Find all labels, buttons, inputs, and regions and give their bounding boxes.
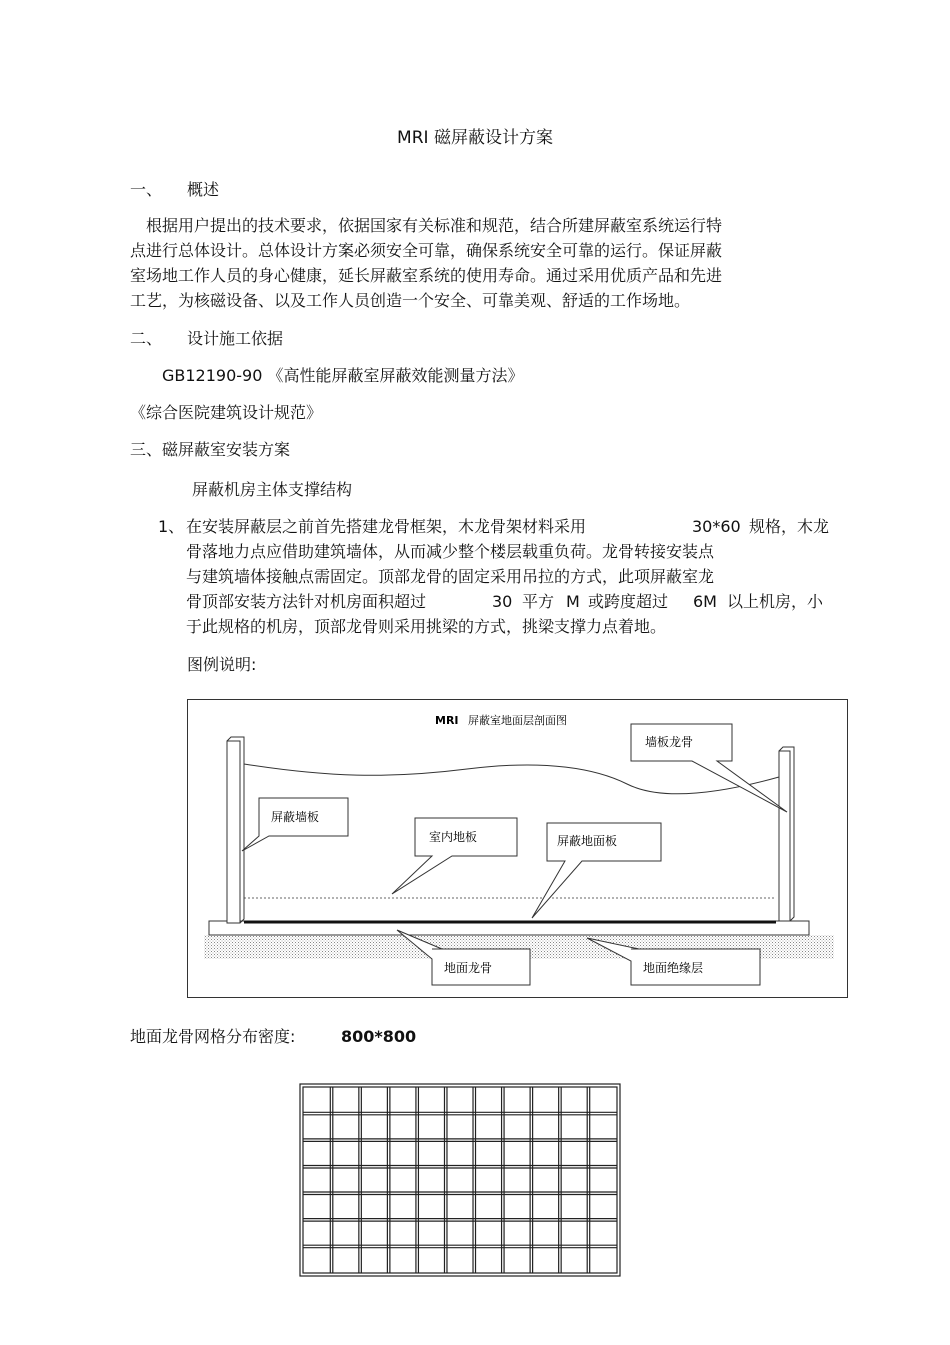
page-title: MRI 磁屏蔽设计方案	[397, 128, 553, 148]
section-2-number: 二、	[130, 329, 163, 348]
svg-text:屏蔽墙板: 屏蔽墙板	[271, 810, 320, 824]
paragraph-line: 工艺，为核磁设备、以及工作人员创造一个安全、可靠美观、舒适的工作场地。	[130, 291, 691, 310]
diagram-title: MRI 屏蔽室地面层剖面图	[435, 714, 568, 727]
item-line: 骨顶部安装方法针对机房面积超过	[186, 592, 427, 611]
svg-text:地面龙骨: 地面龙骨	[444, 961, 493, 975]
standard-reference-1: GB12190-90 《高性能屏蔽室屏蔽效能测量方法》	[162, 366, 524, 385]
svg-text:墙板龙骨: 墙板龙骨	[645, 735, 694, 749]
grid-density-value: 800*800	[341, 1027, 417, 1046]
cross-section-diagram	[187, 699, 848, 998]
grid-density-label: 地面龙骨网格分布密度:	[130, 1027, 296, 1046]
item-line: 于此规格的机房，顶部龙骨则采用挑梁的方式，挑梁支撑力点着地。	[186, 617, 667, 636]
area-or: 或跨度超过	[588, 592, 669, 611]
item-line: 骨落地力点应借助建筑墙体，从而减少整个楼层载重负荷。龙骨转接安装点	[186, 542, 715, 561]
section-1-heading: 概述	[187, 180, 220, 199]
area-value: 30	[492, 592, 513, 611]
paragraph-line: 点进行总体设计。总体设计方案必须安全可靠，确保系统安全可靠的运行。保证屏蔽	[130, 241, 723, 260]
paragraph-line: 室场地工作人员的身心健康，延长屏蔽室系统的使用寿命。通过采用优质产品和先进	[130, 266, 723, 285]
item-line: 在安装屏蔽层之前首先搭建龙骨框架，木龙骨架材料采用	[186, 517, 587, 536]
legend-label: 图例说明:	[187, 655, 257, 674]
area-m: M	[566, 592, 580, 611]
span-value: 6M	[693, 592, 717, 611]
section-2-heading: 设计施工依据	[187, 329, 284, 348]
item-line: 与建筑墙体接触点需固定。顶部龙骨的固定采用吊拉的方式，此项屏蔽室龙	[186, 567, 715, 586]
span-tail: 以上机房，小	[727, 592, 824, 611]
paragraph-line: 根据用户提出的技术要求，依据国家有关标准和规范，结合所建屏蔽室系统运行特	[146, 216, 723, 235]
spec-tail: 规格，木龙	[749, 517, 830, 536]
standard-reference-2: 《综合医院建筑设计规范》	[130, 403, 323, 422]
left-wall-pillar	[227, 741, 240, 923]
svg-text:屏蔽地面板: 屏蔽地面板	[557, 834, 618, 848]
section-1-number: 一、	[130, 180, 163, 199]
svg-text:室内地板: 室内地板	[429, 830, 478, 844]
floor-keel-grid	[299, 1083, 621, 1277]
subsection-heading: 屏蔽机房主体支撑结构	[192, 480, 353, 499]
item-number: 1、	[158, 517, 185, 536]
svg-text:地面绝缘层: 地面绝缘层	[643, 961, 704, 975]
grid-lines	[300, 1084, 620, 1276]
area-unit: 平方	[522, 592, 555, 611]
section-3-heading: 三、磁屏蔽室安装方案	[130, 440, 291, 459]
right-wall-pillar	[779, 751, 790, 921]
spec-value: 30*60	[692, 517, 741, 536]
